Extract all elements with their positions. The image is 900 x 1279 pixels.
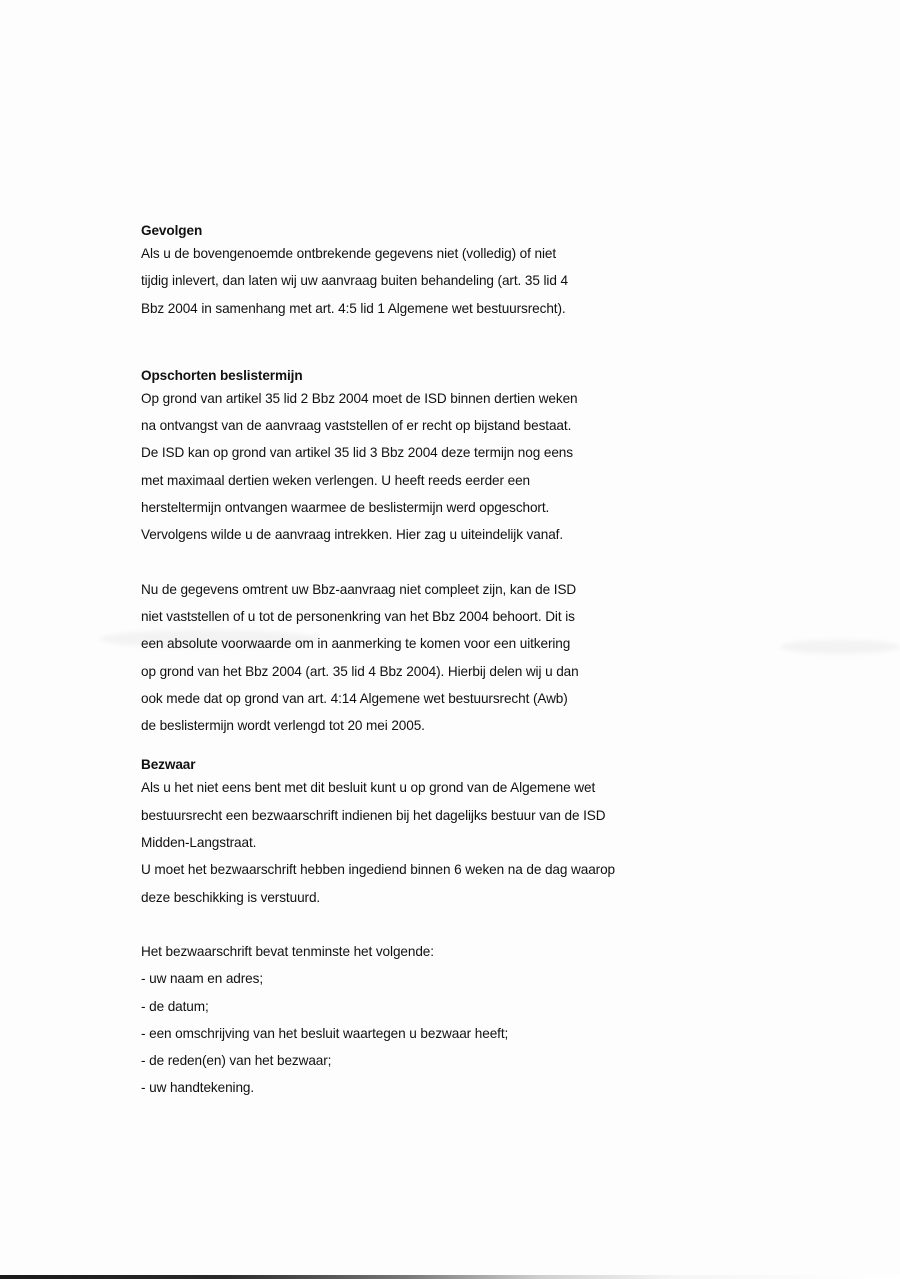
- text-line: hersteltermijn ontvangen waarmee de beslistermijn werd opgeschort.: [141, 500, 550, 516]
- paragraph-gevolgen: [141, 240, 741, 322]
- section-heading-bezwaar: Bezwaar: [141, 757, 196, 773]
- text-line: de beslistermijn wordt verlengd tot 20 mei 2005.: [141, 718, 425, 734]
- text-line: Midden-Langstraat.: [141, 835, 257, 851]
- spacer: [141, 549, 741, 576]
- paragraph-bezwaar-list: [141, 938, 741, 1102]
- text-line: met maximaal dertien weken verlengen. U heeft reeds eerder een: [141, 472, 530, 488]
- paragraph-bezwaar: [141, 774, 741, 910]
- text-line: na ontvangst van de aanvraag vaststellen of er recht op bijstand bestaat.: [141, 418, 572, 434]
- list-intro: Het bezwaarschrift bevat tenminste het volgende:: [141, 943, 434, 959]
- text-line: bestuursrecht een bezwaarschrift indienen bij het dagelijks bestuur van de ISD: [141, 807, 606, 823]
- list-item: - uw naam en adres;: [141, 971, 264, 987]
- text-line: Op grond van artikel 35 lid 2 Bbz 2004 moet de ISD binnen dertien weken: [141, 390, 578, 406]
- text-line: Als u de bovengenoemde ontbrekende gegevens niet (volledig) of niet: [141, 246, 556, 261]
- spacer: [141, 911, 741, 938]
- text-line: een absolute voorwaarde om in aanmerking te komen voor een uitkering: [141, 636, 571, 652]
- text-line: ook mede dat op grond van art. 4:14 Algemene wet bestuursrecht (Awb): [141, 690, 568, 706]
- text-line: niet vaststellen of u tot de personenkring van het Bbz 2004 behoort. Dit is: [141, 608, 575, 624]
- text-line: Vervolgens wilde u de aanvraag intrekken. Hier zag u uiteindelijk vanaf.: [141, 527, 564, 543]
- document-body: [141, 221, 741, 1102]
- list-item: - de reden(en) van het bezwaar;: [141, 1053, 332, 1069]
- list-item: - de datum;: [141, 998, 209, 1014]
- spacer: [141, 322, 741, 366]
- scanner-edge-line: [0, 1275, 900, 1279]
- scan-smudge: [780, 640, 900, 654]
- text-line: deze beschikking is verstuurd.: [141, 889, 321, 905]
- text-line: Bbz 2004 in samenhang met art. 4:5 lid 1 Algemene wet bestuursrecht).: [141, 300, 566, 316]
- text-line: Nu de gegevens omtrent uw Bbz-aanvraag niet compleet zijn, kan de ISD: [141, 581, 577, 597]
- spacer: [141, 739, 741, 755]
- text-line: Als u het niet eens bent met dit besluit kunt u op grond van de Algemene wet: [141, 780, 596, 796]
- text-line: op grond van het Bbz 2004 (art. 35 lid 4 Bbz 2004). Hierbij delen wij u dan: [141, 663, 579, 679]
- list-item: - uw handtekening.: [141, 1080, 255, 1096]
- text-line: tijdig inlevert, dan laten wij uw aanvraag buiten behandeling (art. 35 lid 4: [141, 273, 568, 289]
- text-line: U moet het bezwaarschrift hebben ingediend binnen 6 weken na de dag waarop: [141, 862, 615, 878]
- section-heading-gevolgen: Gevolgen: [141, 223, 203, 238]
- paragraph-opschorten-1: [141, 385, 741, 549]
- text-line: De ISD kan op grond van artikel 35 lid 3 Bbz 2004 deze termijn nog eens: [141, 445, 573, 461]
- paragraph-opschorten-2: [141, 576, 741, 740]
- section-heading-opschorten: Opschorten beslistermijn: [141, 367, 303, 383]
- list-item: - een omschrijving van het besluit waartegen u bezwaar heeft;: [141, 1025, 509, 1041]
